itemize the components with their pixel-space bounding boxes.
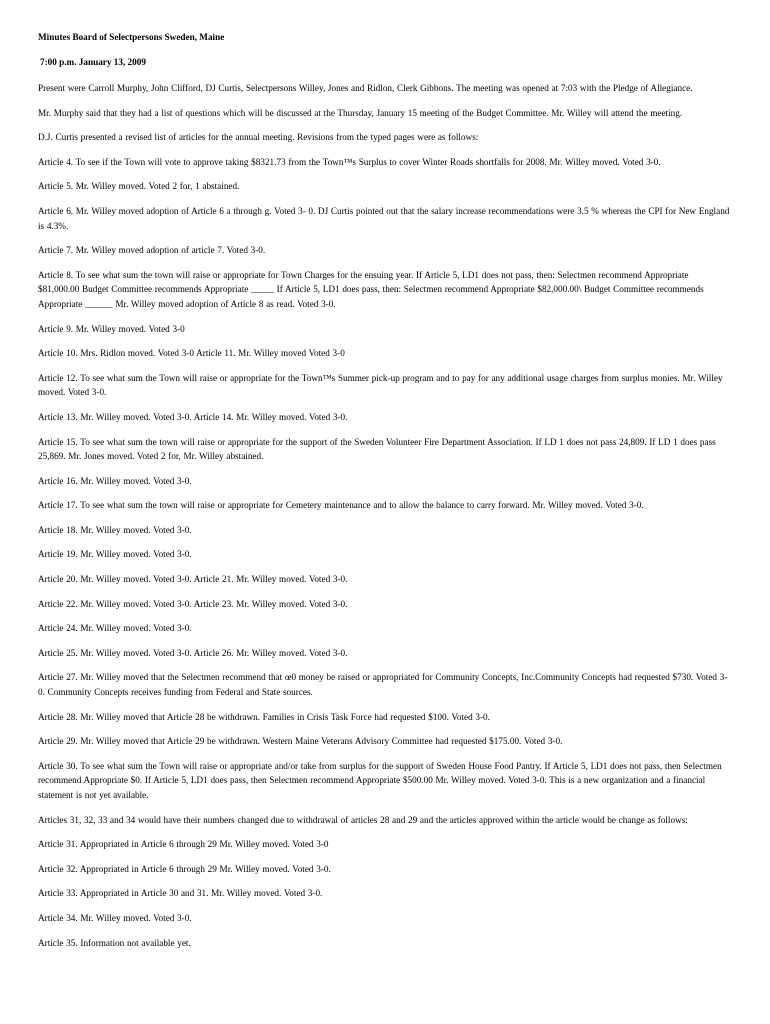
article-17-paragraph: Article 17. To see what sum the town will raise or appropriate for Cemetery maintenance and to allow the balance to carry forward. Mr. Willey moved. Voted 3-0. (38, 500, 644, 511)
attendance-paragraph: Present were Carroll Murphy, John Clifford, DJ Curtis, Selectpersons Willey, Jones and Ridlon, Clerk Gibbons. The meeting was opened at 7:03 with the Pledge of Allegiance. (38, 83, 693, 93)
article-32-paragraph: Article 32. Appropriated in Article 6 through 29 Mr. Willey moved. Voted 3-0. (38, 863, 331, 874)
article-7-paragraph: Article 7. Mr. Willey moved adoption of article 7. Voted 3-0. (38, 245, 266, 256)
article-22-23-paragraph: Article 22. Mr. Willey moved. Voted 3-0. Article 23. Mr. Willey moved. Voted 3-0. (38, 598, 348, 609)
article-4-paragraph: Article 4. To see if the Town will vote to approve taking $8321.73 from the Town™s Surplus to cover Winter Roads shortfalls for 2008. Mr. Willey moved. Voted 3-0. (38, 156, 661, 167)
article-31-paragraph: Article 31. Appropriated in Article 6 through 29 Mr. Willey moved. Voted 3-0 (38, 839, 329, 850)
article-9-paragraph: Article 9. Mr. Willey moved. Voted 3-0 (38, 323, 185, 334)
article-15-paragraph: Article 15. To see what sum the town will raise or appropriate for the support of the Sweden Volunteer Fire Department Association. If LD 1 does not pass 24,809. If LD 1 does pass 25,869. Mr. Jones moved. Voted 2 for, Mr. Willey abstained. (38, 436, 716, 462)
article-20-21-paragraph: Article 20. Mr. Willey moved. Voted 3-0. Article 21. Mr. Willey moved. Voted 3-0. (38, 574, 348, 585)
article-29-paragraph: Article 29. Mr. Willey moved that Article 29 be withdrawn. Western Maine Veterans Advisory Committee had requested $175.00. Voted 3-0. (38, 736, 563, 747)
revisions-intro-paragraph: D.J. Curtis presented a revised list of articles for the annual meeting. Revisions from the typed pages were as follows: (38, 132, 479, 143)
article-16-paragraph: Article 16. Mr. Willey moved. Voted 3-0. (38, 475, 192, 486)
article-8-paragraph: Article 8. To see what sum the town will raise or appropriate for Town Charges for the ensuing year. If Article 5, LD1 does not pass, then: Selectmen recommend Appropriate $81,000.00 Budget Committee recommends Appropriate _____ If Article 5, LD1 does pass, then: Selectmen recommend Appropriate $82,000.00\ Budget Committee recommends Appropriate ______ Mr. Willey moved adoption of Article 8 as read. Voted 3-0. (38, 269, 704, 309)
budget-committee-paragraph: Mr. Murphy said that they had a list of questions which will be discussed at the Thursday, January 15 meeting of the Budget Committee. Mr. Willey will attend the meeting. (38, 107, 683, 118)
article-6-paragraph: Article 6. Mr. Willey moved adoption of Article 6 a through g. Voted 3- 0. DJ Curtis pointed out that the salary increase recommendations were 3.5 % whereas the CPI for New England is 4.3%. (38, 205, 730, 231)
article-35-paragraph: Article 35. Information not available yet. (38, 937, 191, 948)
meeting-date-time: 7:00 p.m. January 13, 2009 (40, 57, 146, 67)
article-5-paragraph: Article 5. Mr. Willey moved. Voted 2 for, 1 abstained. (38, 181, 240, 192)
article-25-26-paragraph: Article 25. Mr. Willey moved. Voted 3-0. Article 26. Mr. Willey moved. Voted 3-0. (38, 647, 348, 658)
article-27-paragraph: Article 27. Mr. Willey moved that the Selectmen recommend that œ0 money be raised or appropriated for Community Concepts, Inc.Community Concepts had requested $730. Voted 3-0. Community Concepts receives funding from Federal and State sources. (38, 672, 728, 698)
article-34-paragraph: Article 34. Mr. Willey moved. Voted 3-0. (38, 912, 192, 923)
article-24-paragraph: Article 24. Mr. Willey moved. Voted 3-0. (38, 623, 192, 634)
article-10-11-paragraph: Article 10. Mrs. Ridlon moved. Voted 3-0 Article 11. Mr. Willey moved Voted 3-0 (38, 348, 345, 359)
article-28-paragraph: Article 28. Mr. Willey moved that Article 28 be withdrawn. Families in Crisis Task Force had requested $100. Voted 3-0. (38, 711, 490, 722)
article-33-paragraph: Article 33. Appropriated in Article 30 and 31. Mr. Willey moved. Voted 3-0. (38, 888, 323, 899)
article-12-paragraph: Article 12. To see what sum the Town will raise or appropriate for the Town™s Summer pick-up program and to pay for any additional usage charges from surplus monies. Mr. Willey moved. Voted 3-0. (38, 372, 723, 398)
document-title: Minutes Board of Selectpersons Sweden, Maine (38, 32, 225, 42)
article-13-14-paragraph: Article 13. Mr. Willey moved. Voted 3-0. Article 14. Mr. Willey moved. Voted 3-0. (38, 411, 348, 422)
article-19-paragraph: Article 19. Mr. Willey moved. Voted 3-0. (38, 549, 192, 560)
article-18-paragraph: Article 18. Mr. Willey moved. Voted 3-0. (38, 524, 192, 535)
renumbering-paragraph: Articles 31, 32, 33 and 34 would have their numbers changed due to withdrawal of articles 28 and 29 and the articles approved within the article would be change as follows: (38, 814, 688, 825)
article-30-paragraph: Article 30. To see what sum the Town will raise or appropriate and/or take from surplus for the support of Sweden House Food Pantry. If Article 5, LD1 does not pass, then Selectmen recommend Appropriate $0. If Article 5, LD1 does pass, then Selectmen recommend Appropriate $500.00 Mr. Willey moved. Voted 3-0. This is a new organization and a financial statement is not yet available. (38, 760, 722, 800)
